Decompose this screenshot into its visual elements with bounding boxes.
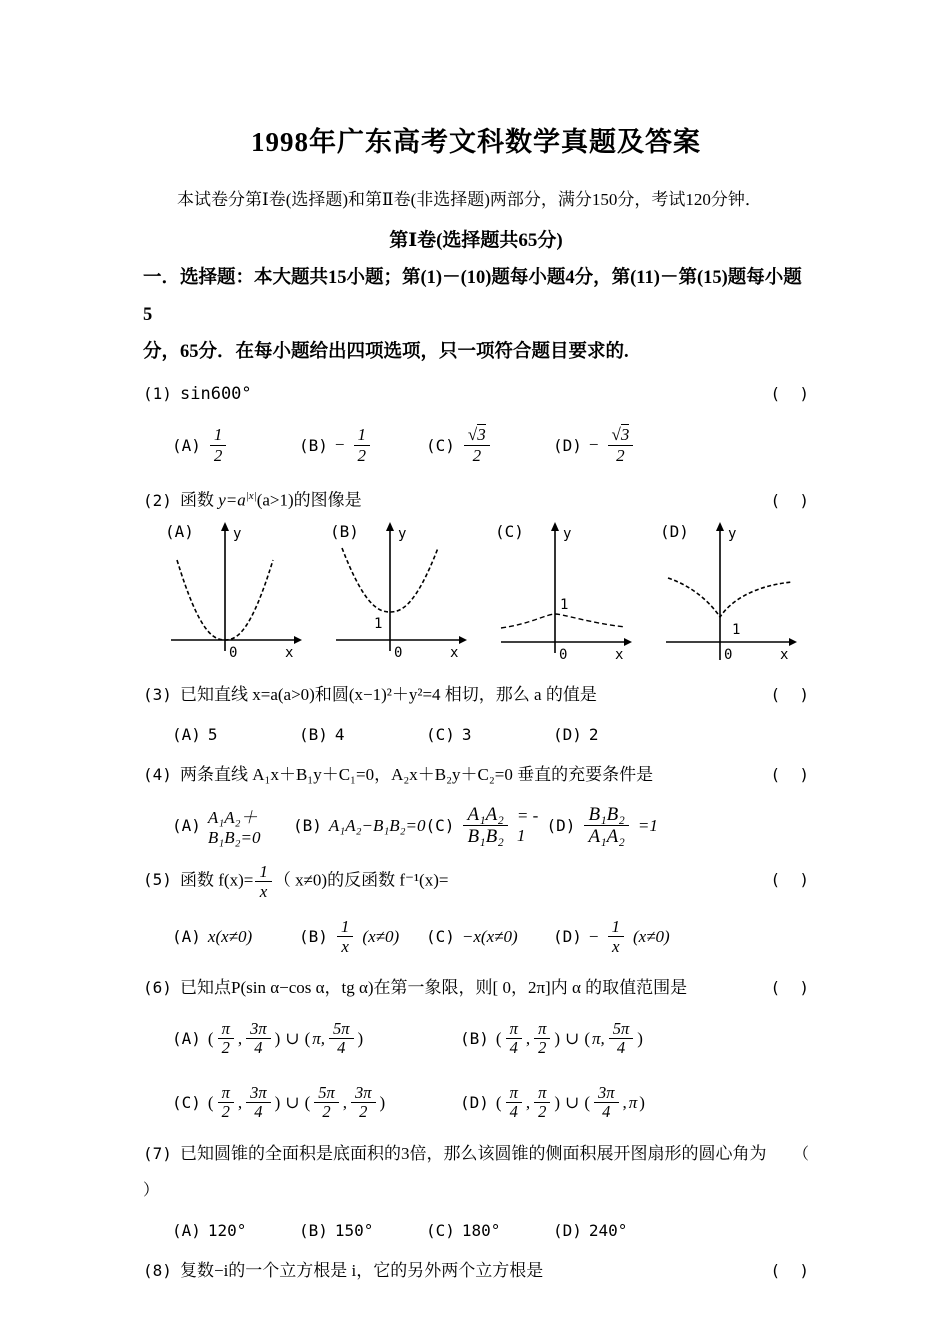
fraction: $\frac{√3}{2}$ bbox=[464, 425, 490, 464]
x-axis-label: x bbox=[285, 644, 294, 661]
question-7-answer-bracket-open: （ bbox=[792, 1145, 809, 1163]
question-6-options-row-2 bbox=[172, 1075, 809, 1131]
question-3-options bbox=[172, 718, 809, 752]
x-axis-label: x bbox=[780, 646, 789, 663]
fraction: $\frac{\text{B₁B₂}}{\text{A₁A₂}}$ bbox=[584, 804, 628, 848]
origin-label: 0 bbox=[559, 646, 568, 663]
question-8 bbox=[143, 1256, 809, 1286]
question-1-options bbox=[172, 417, 809, 473]
option-b: (B) 150° bbox=[299, 1221, 374, 1241]
value-one-label: 1 bbox=[732, 621, 741, 638]
question-6-number: (6) bbox=[143, 977, 172, 997]
option-c: (C) 3 bbox=[426, 725, 472, 745]
interval: ( $\frac{\pi}{4}$ , $\frac{\pi}{2}$ ) ∪ ( π, $\frac{5\pi}{4}$ ) bbox=[495, 1018, 643, 1058]
interval: ( $\frac{\pi}{4}$ , $\frac{\pi}{2}$ ) ∪ ( $\frac{3\pi}{4}$ , π ) bbox=[495, 1082, 645, 1122]
option-c: (C) $\frac{\text{A₁A₂}}{\text{B₁B₂}}$ = - 1 bbox=[426, 804, 547, 848]
interval: ( $\frac{\pi}{2}$ , $\frac{3\pi}{4}$ ) ∪ ( $\frac{5\pi}{2}$ , $\frac{3\pi}{2}$ ) bbox=[207, 1082, 386, 1122]
graph-b-plot bbox=[330, 520, 470, 672]
question-2 bbox=[143, 481, 809, 516]
option-b bbox=[299, 425, 426, 464]
question-6-answer-bracket: ( ) bbox=[770, 977, 809, 997]
option-b-label: (B) bbox=[299, 435, 328, 455]
option-c: (C) ( $\frac{\pi}{2}$ , $\frac{3\pi}{4}$ ) ∪ ( $\frac{5\pi}{2}$ , $\frac{3\pi}{2}$ ) bbox=[172, 1082, 386, 1122]
page-title: 1998年广东高考文科数学真题及答案 bbox=[251, 127, 701, 157]
question-1-answer-bracket: ( ) bbox=[770, 384, 809, 403]
question-4-number: (4) bbox=[143, 764, 172, 784]
graph-a-tag: (A) bbox=[165, 521, 194, 541]
fraction: $\frac{1}{x}$ bbox=[255, 862, 272, 901]
option-d: (D) 240° bbox=[553, 1221, 628, 1241]
graph-option-c bbox=[495, 520, 635, 672]
question-7-answer-bracket-close: ） bbox=[143, 1181, 160, 1199]
question-5-options bbox=[172, 909, 809, 965]
union-symbol: ∪ bbox=[565, 1092, 580, 1112]
option-b: (B) ( $\frac{\pi}{4}$ , $\frac{\pi}{2}$ ) ∪ ( π, $\frac{5\pi}{4}$ ) bbox=[460, 1018, 643, 1058]
exponent: |x| bbox=[245, 490, 257, 502]
option-d-label: (D) bbox=[553, 435, 582, 455]
instruction-block bbox=[143, 260, 809, 371]
union-symbol: ∪ bbox=[285, 1092, 300, 1112]
question-4-answer-bracket: ( ) bbox=[770, 764, 809, 784]
graph-option-a bbox=[165, 520, 305, 672]
question-4 bbox=[143, 760, 809, 790]
option-c bbox=[426, 425, 553, 464]
fraction: $\frac{1}{2}$ bbox=[354, 425, 371, 464]
origin-label: 0 bbox=[724, 646, 733, 663]
option-d: (D) ( $\frac{\pi}{4}$ , $\frac{\pi}{2}$ ) ∪ ( $\frac{3\pi}{4}$ , π ) bbox=[460, 1082, 645, 1122]
y-axis-label: y bbox=[728, 525, 737, 542]
option-d bbox=[553, 425, 809, 464]
question-7-options bbox=[172, 1214, 809, 1248]
graph-d-plot bbox=[660, 520, 800, 672]
question-1-number: (1) bbox=[143, 384, 172, 403]
graph-d-tag: (D) bbox=[660, 521, 689, 541]
question-7 bbox=[143, 1139, 809, 1170]
question-6 bbox=[143, 973, 809, 1003]
question-5-stem: 函数 f(x)= $\frac{1}{x}$ （ x≠0)的反函数 f⁻¹(x)= bbox=[180, 861, 449, 901]
graph-c-plot bbox=[495, 520, 635, 672]
union-symbol: ∪ bbox=[285, 1028, 300, 1048]
question-3 bbox=[143, 680, 809, 710]
graph-a-plot bbox=[165, 520, 305, 672]
option-a-label: (A) bbox=[172, 435, 201, 455]
interval: ( $\frac{\pi}{2}$ , $\frac{3\pi}{4}$ ) ∪ ( π, $\frac{5\pi}{4}$ ) bbox=[207, 1018, 364, 1058]
instruction-line-1: 一．选择题：本大题共15小题；第(1)－(10)题每小题4分，第(11)－第(15)题每小题5 bbox=[143, 268, 802, 325]
question-2-stem: 函数 $y=a^{|x|}(a>1)$的图像是 bbox=[180, 490, 362, 510]
fraction: $\frac{√3}{2}$ bbox=[608, 425, 634, 464]
question-1-stem: sin600° bbox=[180, 384, 252, 404]
value-one-label: 1 bbox=[560, 596, 569, 613]
x-axis-label: x bbox=[450, 644, 459, 661]
graph-b-tag: (B) bbox=[330, 521, 359, 541]
option-a: (A) 5 bbox=[172, 725, 218, 745]
value-one-label: 1 bbox=[374, 615, 383, 632]
radical-icon: √ bbox=[611, 425, 621, 445]
equality: = - 1 bbox=[516, 805, 539, 845]
question-2-answer-bracket: ( ) bbox=[770, 490, 809, 510]
question-8-stem: 复数−i的一个立方根是 i，它的另外两个立方根是 bbox=[180, 1260, 544, 1280]
question-8-number: (8) bbox=[143, 1260, 172, 1280]
option-a bbox=[172, 425, 299, 464]
question-3-answer-bracket: ( ) bbox=[770, 684, 809, 704]
option-d: (D) $\frac{\text{B₁B₂}}{\text{A₁A₂}}$ =1 bbox=[546, 803, 658, 848]
option-c: (C) 180° bbox=[426, 1221, 501, 1241]
equality: =1 bbox=[637, 815, 658, 835]
question-5-answer-bracket: ( ) bbox=[770, 870, 809, 890]
option-c-label: (C) bbox=[426, 435, 455, 455]
graph-c-tag: (C) bbox=[495, 521, 524, 541]
fraction: $\frac{1}{x}$ bbox=[608, 917, 625, 956]
option-a: (A) A₁A₂＋B₁B₂=0 bbox=[172, 808, 261, 848]
question-6-stem: 已知点P(sin α−cos α，tg α)在第一象限，则[ 0，2π]内 α 的取值范围是 bbox=[180, 977, 688, 997]
intro-paragraph: 本试卷分第Ⅰ卷(选择题)和第Ⅱ卷(非选择题)两部分，满分150分，考试120分钟． bbox=[177, 190, 762, 209]
question-5-number: (5) bbox=[143, 870, 172, 890]
y-axis-label: y bbox=[563, 525, 572, 542]
graph-option-d bbox=[660, 520, 800, 672]
question-8-answer-bracket: ( ) bbox=[770, 1260, 809, 1280]
question-6-options-row-1 bbox=[172, 1011, 809, 1067]
union-symbol: ∪ bbox=[565, 1028, 580, 1048]
minus-sign: − bbox=[588, 435, 599, 454]
option-d: (D) 2 bbox=[553, 725, 599, 745]
option-a: (A) x(x≠0) bbox=[172, 926, 253, 947]
question-7-number: (7) bbox=[143, 1143, 172, 1163]
option-a: (A) 120° bbox=[172, 1221, 247, 1241]
question-2-graphs bbox=[165, 520, 809, 672]
option-b: (B) 4 bbox=[299, 725, 345, 745]
radical-icon: √ bbox=[467, 425, 478, 445]
fraction: $\frac{1}{x}$ bbox=[337, 917, 354, 956]
origin-label: 0 bbox=[394, 644, 403, 661]
instruction-line-2: 分，65分．在每小题给出四项选项，只一项符合题目要求的. bbox=[143, 342, 629, 362]
minus-sign: − bbox=[588, 926, 599, 946]
question-1 bbox=[143, 379, 809, 409]
origin-label: 0 bbox=[229, 644, 238, 661]
question-4-stem: 两条直线 A₁x＋B₁y＋C₁=0，A₂x＋B₂y＋C₂=0 垂直的充要条件是 bbox=[180, 764, 654, 784]
question-2-number: (2) bbox=[143, 490, 172, 510]
option-d: (D) − $\frac{1}{x}$ (x≠0) bbox=[553, 917, 670, 957]
y-axis-label: y bbox=[398, 525, 407, 542]
question-3-number: (3) bbox=[143, 684, 172, 704]
minus-sign: − bbox=[334, 435, 345, 454]
question-5 bbox=[143, 862, 809, 901]
question-4-options bbox=[172, 798, 809, 854]
question-7-stem: 已知圆锥的全面积是底面积的3倍，那么该圆锥的侧面积展开图扇形的圆心角为 bbox=[180, 1143, 767, 1163]
option-b: (B) $\frac{1}{x}$ (x≠0) bbox=[299, 917, 400, 957]
option-a: (A) ( $\frac{\pi}{2}$ , $\frac{3\pi}{4}$ ) ∪ ( π, $\frac{5\pi}{4}$ ) bbox=[172, 1018, 364, 1058]
graph-option-b bbox=[330, 520, 470, 672]
fraction: $\frac{1}{2}$ bbox=[210, 425, 227, 464]
option-b: (B) A₁A₂−B₁B₂=0 bbox=[293, 815, 426, 836]
fraction: $\frac{\text{A₁A₂}}{\text{B₁B₂}}$ bbox=[463, 804, 507, 848]
section-heading: 第Ⅰ卷(选择题共65分) bbox=[389, 230, 563, 251]
option-c: (C) −x(x≠0) bbox=[426, 926, 518, 947]
y-axis-label: y bbox=[233, 525, 242, 542]
question-3-stem: 已知直线 x=a(a>0)和圆(x−1)²＋y²=4 相切，那么 a 的值是 bbox=[180, 684, 597, 704]
x-axis-label: x bbox=[615, 646, 624, 663]
